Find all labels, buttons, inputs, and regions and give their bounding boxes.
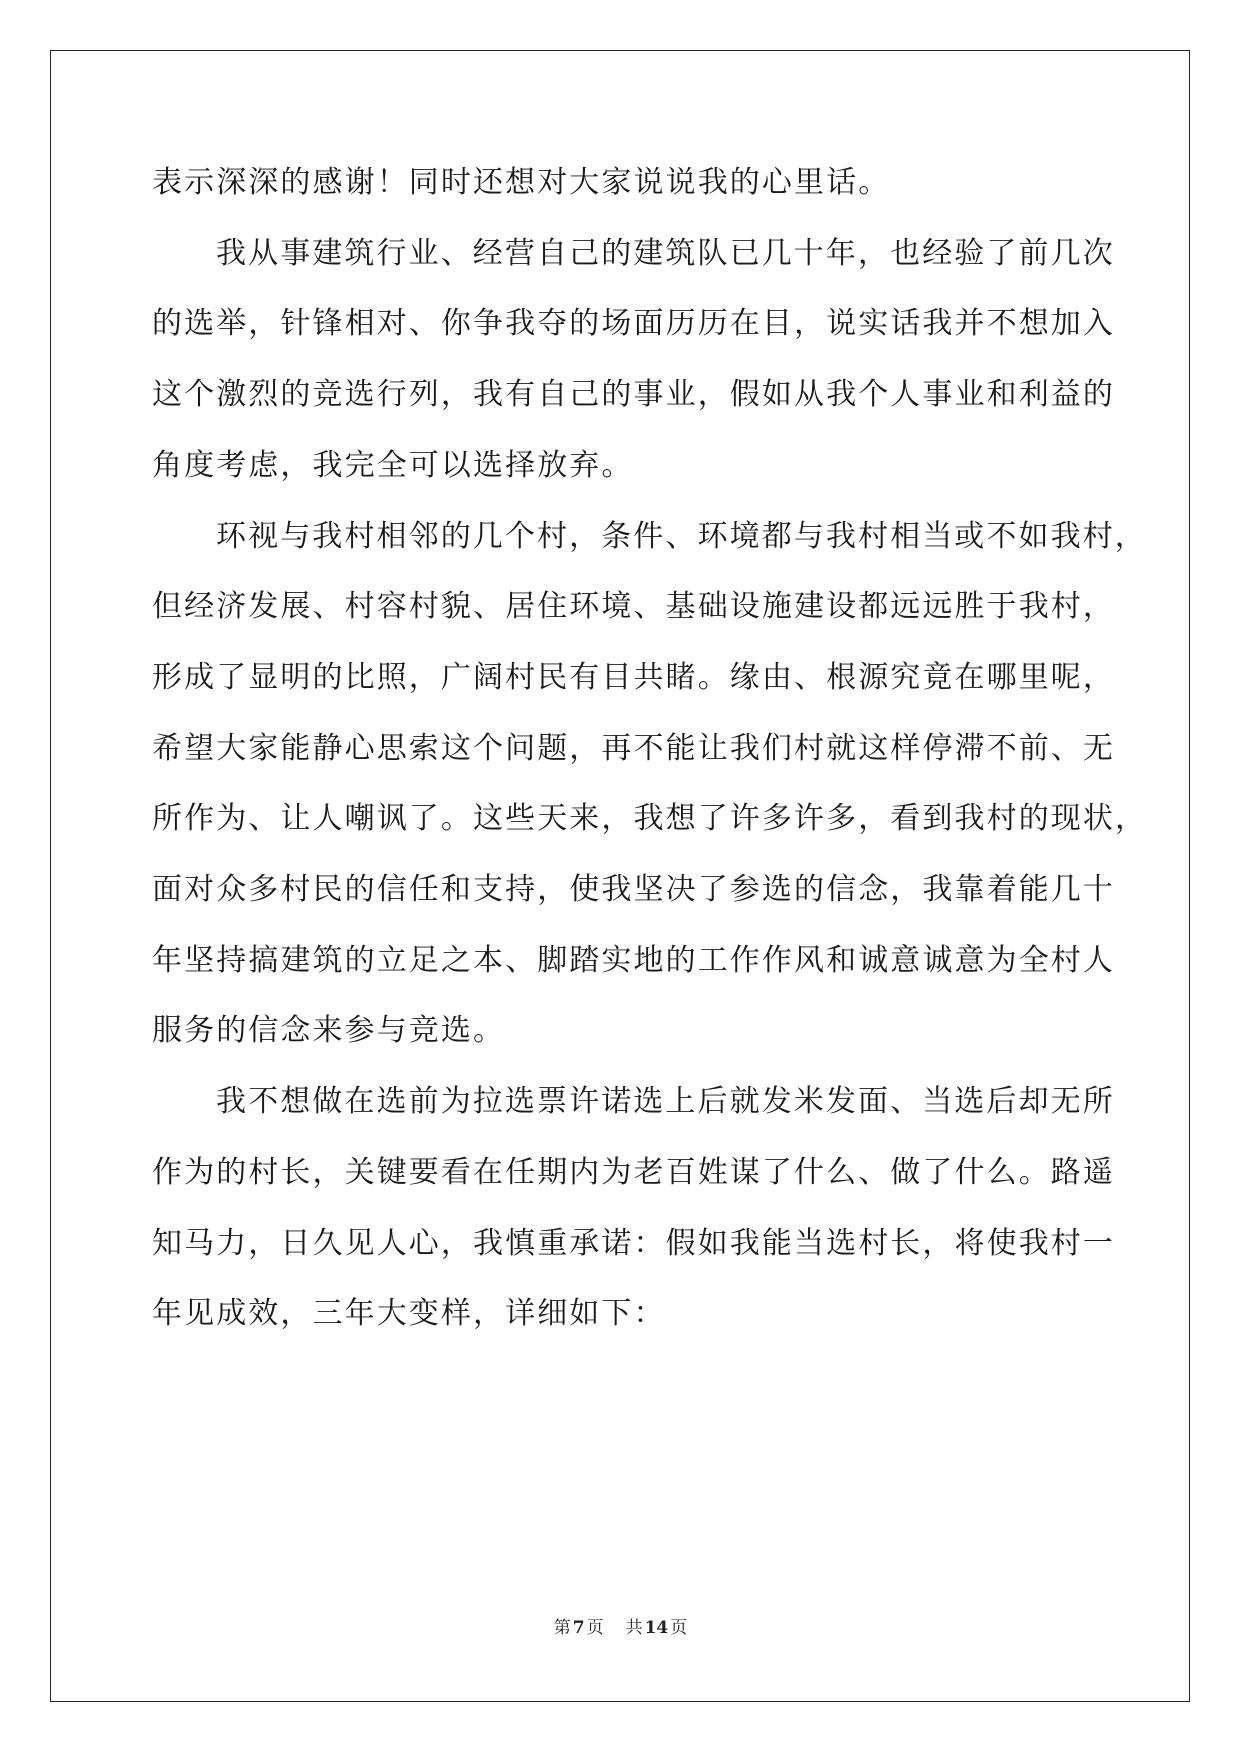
total-suffix: 页 [670, 1618, 688, 1638]
text-line: 知马力，日久见人心，我慎重承诺：假如我能当选村长，将使我村一 [152, 1225, 1115, 1261]
text-line: 表示深深的感谢！同时还想对大家说说我的心里话。 [152, 165, 891, 200]
text-line: 这个激烈的竞选行列，我有自己的事业，假如从我个人事业和利益的 [152, 377, 1115, 413]
total-prefix: 共 [625, 1618, 643, 1638]
text-line: 服务的信念来参与竞选。 [152, 1013, 506, 1049]
page-footer [0, 1616, 1241, 1640]
text-line: 所作为、让人嘲讽了。这些天来，我想了许多许多，看到我村的现状， [152, 801, 1148, 837]
text-line: 环视与我村相邻的几个村，条件、环境都与我村相当或不如我村， [216, 518, 1147, 554]
text-line: 形成了显明的比照，广阔村民有目共睹。缘由、根源究竟在哪里呢， [152, 659, 1115, 695]
text-line: 但经济发展、村容村貌、居住环境、基础设施建设都远远胜于我村， [152, 589, 1115, 625]
text-line: 面对众多村民的信任和支持，使我坚决了参选的信念，我靠着能几十 [152, 872, 1115, 908]
text-line: 年坚持搞建筑的立足之本、脚踏实地的工作作风和诚意诚意为全村人 [152, 942, 1115, 978]
document-body [152, 148, 1148, 1350]
page-suffix: 页 [586, 1618, 604, 1638]
text-line: 的选举，针锋相对、你争我夺的场面历历在目，说实话我并不想加入 [152, 306, 1115, 342]
text-line: 我从事建筑行业、经营自己的建筑队已几十年，也经验了前几次 [216, 235, 1115, 271]
page-prefix: 第 [553, 1618, 571, 1638]
text-line: 年见成效，三年大变样，详细如下： [152, 1296, 666, 1332]
text-line: 我不想做在选前为拉选票许诺选上后就发米发面、当选后却无所 [216, 1084, 1115, 1120]
current-page-number: 7 [572, 1618, 585, 1638]
total-page-count: 14 [644, 1618, 669, 1638]
text-line: 希望大家能静心思索这个问题，再不能让我们村就这样停滞不前、无 [152, 730, 1115, 766]
text-line: 作为的村长，关键要看在任期内为老百姓谋了什么、做了什么。路遥 [152, 1154, 1115, 1190]
text-line: 角度考虑，我完全可以选择放弃。 [152, 447, 634, 483]
